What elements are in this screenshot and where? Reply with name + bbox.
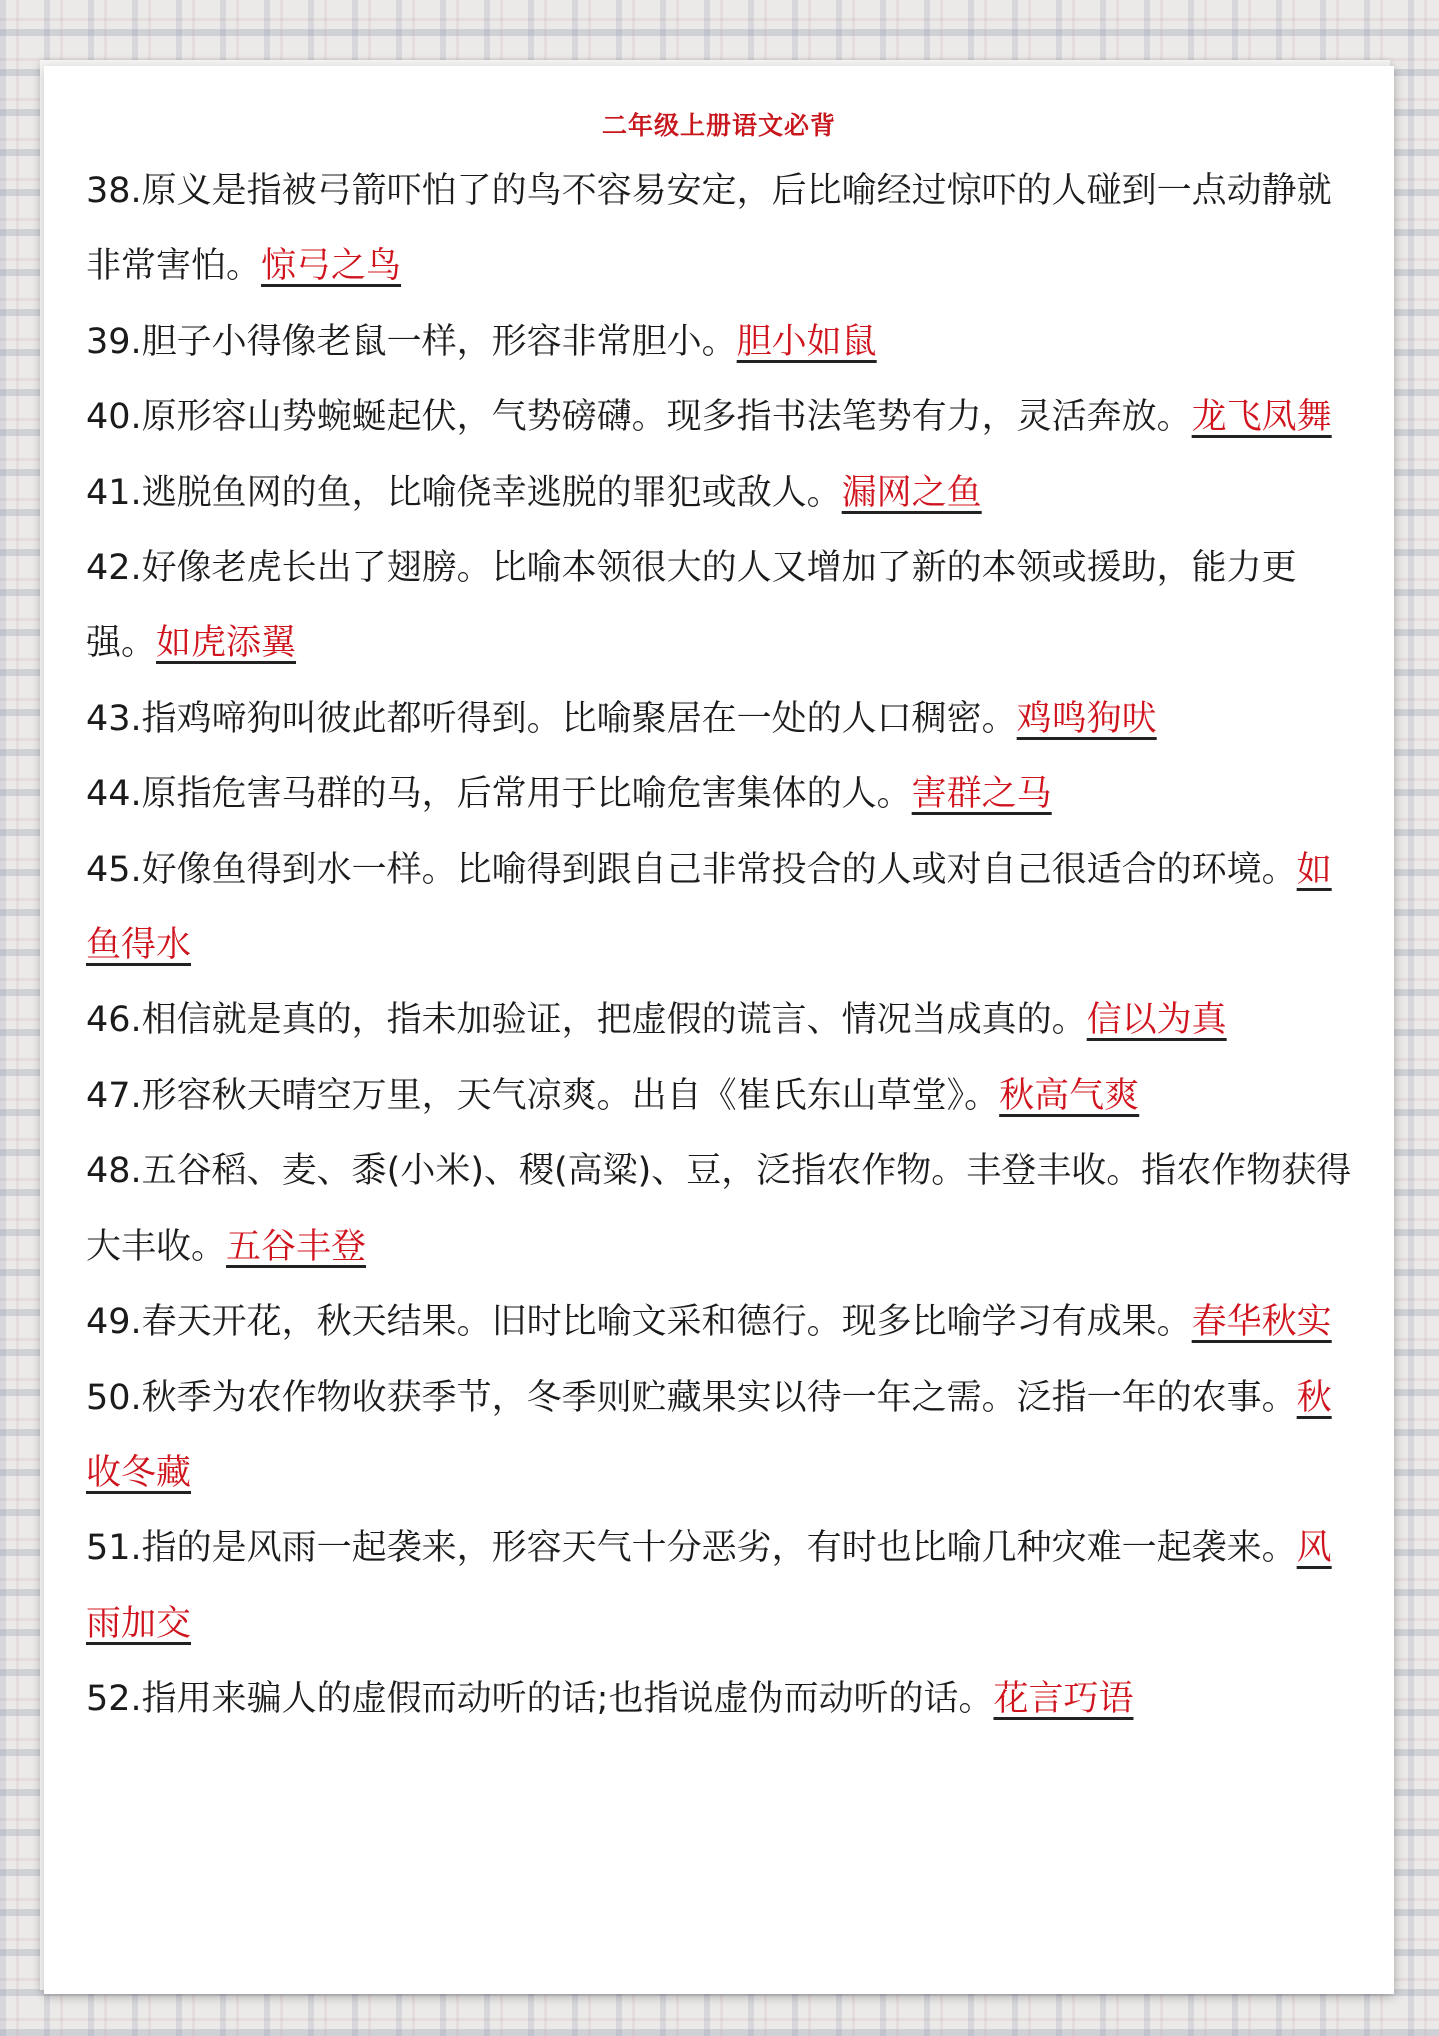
page-title: 二年级上册语文必背	[601, 111, 836, 140]
idiom-answer: 如虎添翼	[156, 623, 297, 664]
idiom-answer: 风雨加交	[86, 1528, 1332, 1644]
entry-definition: 41.逃脱鱼网的鱼，比喻侥幸逃脱的罪犯或敌人。	[86, 472, 842, 513]
entry-definition: 46.相信就是真的，指未加验证，把虚假的谎言、情况当成真的。	[86, 1000, 1087, 1041]
idiom-answer: 秋收冬藏	[86, 1377, 1332, 1493]
idiom-list	[86, 154, 1356, 1738]
idiom-answer: 如鱼得水	[86, 849, 1332, 966]
idiom-entry	[86, 305, 1356, 380]
idiom-entry	[86, 1361, 1356, 1512]
idiom-entry	[86, 456, 1356, 531]
entry-definition: 49.春天开花，秋天结果。旧时比喻文采和德行。现多比喻学习有成果。	[86, 1302, 1192, 1343]
idiom-answer: 花言巧语	[993, 1679, 1134, 1720]
idiom-answer: 惊弓之鸟	[261, 246, 402, 287]
entry-definition: 51.指的是风雨一起袭来，形容天气十分恶劣，有时也比喻几种灾难一起袭来。	[86, 1528, 1297, 1569]
entry-definition: 50.秋季为农作物收获季节，冬季则贮藏果实以待一年之需。泛指一年的农事。	[86, 1377, 1297, 1418]
entry-definition: 38.原义是指被弓箭吓怕了的鸟不容易安定，后比喻经过惊吓的人碰到一点动静就非常害怕。	[86, 171, 1332, 287]
idiom-answer: 秋高气爽	[999, 1075, 1140, 1116]
idiom-entry	[86, 983, 1356, 1058]
entry-definition: 42.好像老虎长出了翅膀。比喻本领很大的人又增加了新的本领或援助，能力更强。	[86, 548, 1297, 664]
idiom-entry	[86, 833, 1356, 984]
entry-definition: 47.形容秋天晴空万里，天气凉爽。出自《崔氏东山草堂》。	[86, 1075, 1000, 1116]
idiom-entry	[86, 154, 1356, 305]
idiom-entry	[86, 1662, 1356, 1737]
idiom-entry	[86, 1134, 1356, 1285]
idiom-answer: 龙飞凤舞	[1191, 397, 1332, 438]
worksheet-page	[44, 66, 1394, 1994]
idiom-entry	[86, 757, 1356, 832]
entry-definition: 43.指鸡啼狗叫彼此都听得到。比喻聚居在一处的人口稠密。	[86, 698, 1017, 739]
idiom-entry	[86, 1511, 1356, 1662]
idiom-answer: 鸡鸣狗吠	[1016, 698, 1157, 739]
idiom-answer: 春华秋实	[1191, 1302, 1332, 1343]
idiom-answer: 漏网之鱼	[841, 472, 982, 513]
idiom-entry	[86, 380, 1356, 455]
idiom-answer: 害群之马	[911, 774, 1052, 815]
entry-definition: 40.原形容山势蜿蜒起伏，气势磅礴。现多指书法笔势有力，灵活奔放。	[86, 397, 1192, 438]
idiom-answer: 胆小如鼠	[736, 321, 877, 362]
idiom-answer: 信以为真	[1086, 1000, 1227, 1041]
idiom-entry	[86, 682, 1356, 757]
entry-definition: 39.胆子小得像老鼠一样，形容非常胆小。	[86, 321, 737, 362]
entry-definition: 48.五谷稻、麦、黍(小米)、稷(高粱)、豆，泛指农作物。丰登丰收。指农作物获得大丰收。	[86, 1151, 1352, 1267]
idiom-entry	[86, 1285, 1356, 1360]
entry-definition: 52.指用来骗人的虚假而动听的话;也指说虚伪而动听的话。	[86, 1679, 994, 1720]
idiom-answer: 五谷丰登	[226, 1226, 367, 1267]
idiom-entry	[86, 531, 1356, 682]
entry-definition: 45.好像鱼得到水一样。比喻得到跟自己非常投合的人或对自己很适合的环境。	[86, 849, 1297, 890]
idiom-entry	[86, 1059, 1356, 1134]
entry-definition: 44.原指危害马群的马，后常用于比喻危害集体的人。	[86, 774, 912, 815]
